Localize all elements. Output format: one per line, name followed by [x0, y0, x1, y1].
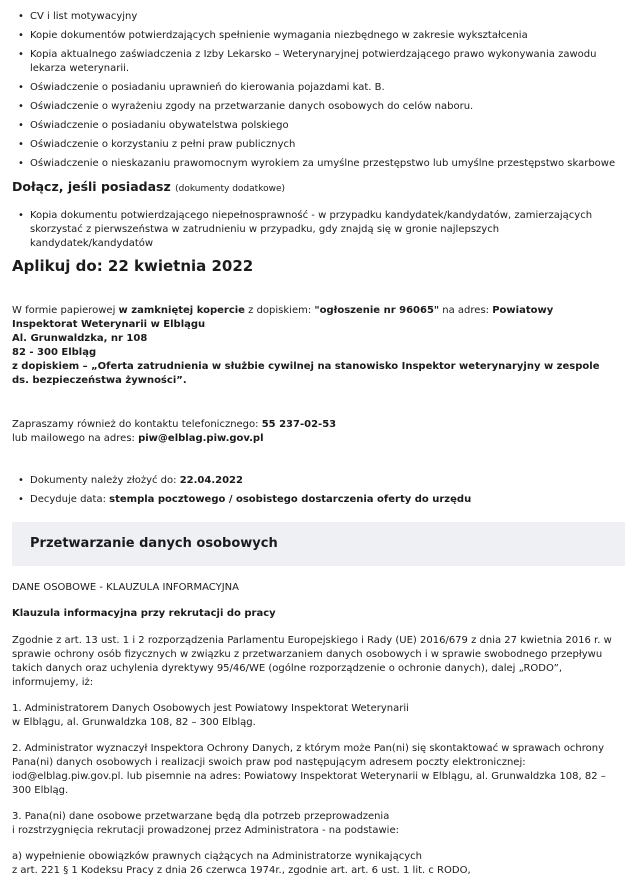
apply-instructions [0, 304, 617, 388]
address-line: 82 - 300 Elbląg [12, 347, 97, 358]
gdpr-heading: Przetwarzanie danych osobowych [30, 536, 278, 551]
additional-heading-text: Dołącz, jeśli posiadasz [12, 179, 171, 194]
deadline-date: 22.04.2022 [179, 475, 243, 486]
additional-documents-list [0, 209, 635, 251]
gdpr-point-a [12, 850, 612, 878]
required-documents-list [0, 10, 635, 176]
list-item: • Kopia aktualnego zaświadczenia z Izby Lekarsko – Weterynaryjnej potwierdzającego prawo wykonywania zawodu lekarza weterynarii. [12, 48, 625, 76]
gdpr-intro: Zgodnie z art. 13 ust. 1 i 2 rozporządzenia Parlamentu Europejskiego i Rady (UE) 2016/679 z dnia 27 kwietnia 2016 r. w sprawie ochrony osób fizycznych w związku z przetwarzaniem danych osobowych i w sprawie swobodnego przepływu takich danych oraz uchylenia dyrektywy 95/46/WE (ogólne rozporządzenie o ochronie danych), dalej „RODO”, informujemy, iż: [12, 635, 612, 688]
gdpr-point-a-line: a) wypełnienie obowiązków prawnych ciążących na Administratorze wynikających [12, 851, 422, 862]
decides-label: Decyduje data: [30, 494, 110, 505]
notice-number: "ogłoszenie nr 96065" [314, 305, 440, 316]
apply-heading: Aplikuj do: 22 kwietnia 2022 [12, 257, 254, 275]
gdpr-subtitle-text: Klauzula informacyjna przy rekrutacji do pracy [12, 608, 276, 619]
sealed-envelope-text: w zamkniętej kopercie [118, 305, 245, 316]
apply-intro-text: na adres: [439, 305, 493, 316]
deadline-list [0, 474, 635, 512]
gdpr-point-2: 2. Administrator wyznaczył Inspektora Ochrony Danych, z którym może Pan(ni) się skontaktować w sprawach ochrony Pana(ni) danych osobowych i realizacji swoich praw pod następującym adresem poczty elektronicznej: iod@elblag.piw.gov.pl. lub pisemnie na adres: Powiatowy Inspektorat Weterynarii w Elblągu, al. Grunwaldzka 108, 82 – 300 Elbląg. [12, 743, 606, 796]
address-line: Al. Grunwaldzka, nr 108 [12, 333, 148, 344]
contact-info [0, 418, 635, 446]
gdpr-title: DANE OSOBOWE - KLAUZULA INFORMACYJNA [12, 582, 239, 593]
gdpr-section-header [12, 522, 625, 566]
phone-label: Zapraszamy również do kontaktu telefonicznego: [12, 419, 262, 430]
list-item: • Oświadczenie o wyrażeniu zgody na przetwarzanie danych osobowych do celów naboru. [12, 100, 625, 114]
list-item: • Kopia dokumentu potwierdzającego niepełnosprawność - w przypadku kandydatek/kandydatów, zamierzających skorzystać z pierwszeństwa w zatrudnieniu w przypadku, gdy znajdą się w gronie najlepszych kandydatek/kandydatów [12, 209, 625, 251]
email-address[interactable]: piw@elblag.piw.gov.pl [138, 433, 264, 444]
gdpr-point-3 [12, 810, 612, 838]
gdpr-point-3-line: 3. Pana(ni) dane osobowe przetwarzane będą dla potrzeb przeprowadzenia [12, 811, 390, 822]
list-item: • Oświadczenie o korzystaniu z pełni praw publicznych [12, 138, 625, 152]
decides-value: stempla pocztowego / osobistego dostarczenia oferty do urzędu [109, 494, 472, 505]
gdpr-subtitle [12, 607, 612, 621]
apply-intro-text: z dopiskiem: [244, 305, 315, 316]
gdpr-point-3-line: i rozstrzygnięcia rekrutacji prowadzonej przez Administratora - na podstawie: [12, 825, 399, 836]
address-line: Powiatowy Inspektorat Weterynarii w Elblągu [12, 305, 554, 330]
list-item [12, 474, 625, 488]
apply-intro-text: W formie papierowej [12, 305, 119, 316]
list-item: • Oświadczenie o posiadaniu uprawnień do kierowania pojazdami kat. B. [12, 81, 625, 95]
phone-number[interactable]: 55 237-02-53 [261, 419, 337, 430]
application-subject: z dopiskiem – „Oferta zatrudnienia w służbie cywilnej na stanowisko Inspektor weterynaryjny w zespole ds. bezpieczeństwa żywności”. [12, 361, 600, 386]
gdpr-point-1 [12, 702, 612, 730]
list-item: • Oświadczenie o nieskazaniu prawomocnym wyrokiem za umyślne przestępstwo lub umyślne przestępstwo skarbowe [12, 157, 625, 171]
additional-docs-heading [0, 179, 635, 197]
gdpr-content [0, 581, 622, 878]
gdpr-point-1-line: 1. Administratorem Danych Osobowych jest Powiatowy Inspektorat Weterynarii [12, 703, 409, 714]
list-item [12, 493, 625, 507]
gdpr-point-1-line: w Elblągu, al. Grunwaldzka 108, 82 – 300 Elbląg. [12, 717, 256, 728]
deadline-label: Dokumenty należy złożyć do: [30, 475, 180, 486]
gdpr-point-a-line: z art. 221 § 1 Kodeksu Pracy z dnia 26 czerwca 1974r., zgodnie art. art. 6 ust. 1 lit. c RODO, [12, 865, 471, 876]
list-item: • CV i list motywacyjny [12, 10, 625, 24]
email-label: lub mailowego na adres: [12, 433, 139, 444]
list-item: • Oświadczenie o posiadaniu obywatelstwa polskiego [12, 119, 625, 133]
additional-heading-note: (dokumenty dodatkowe) [175, 184, 285, 194]
list-item: • Kopie dokumentów potwierdzających spełnienie wymagania niezbędnego w zakresie wykształcenia [12, 29, 625, 43]
